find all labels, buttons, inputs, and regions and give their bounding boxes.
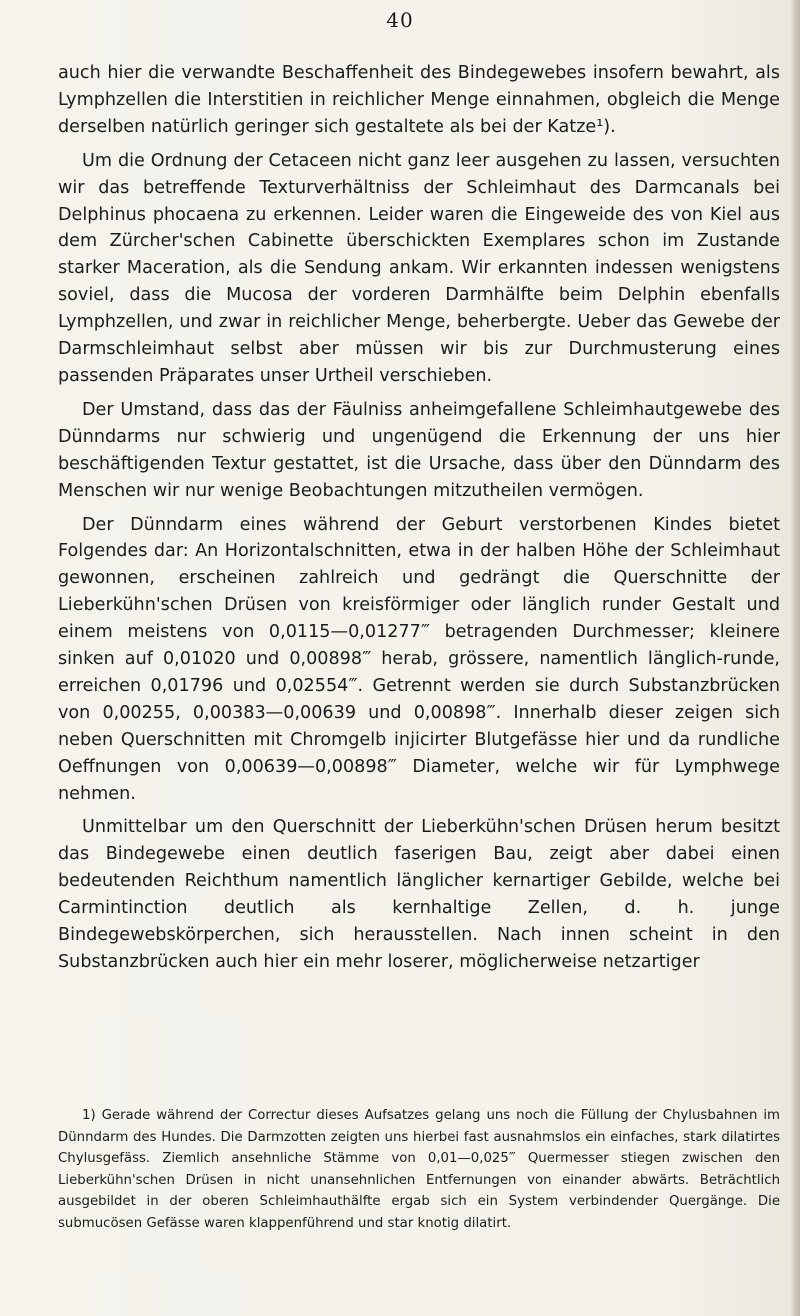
- paragraph-continuation: auch hier die verwandte Beschaffenheit des Bindegewebes insofern bewahrt, als Lymphzellen die Interstitien in reichlicher Menge einnahmen, obgleich die Menge derselben natürlich geringer sich gestaltete als bei der Katze¹).: [58, 63, 780, 137]
- footnotes: [58, 1105, 780, 1235]
- paragraph-cetaceen: Um die Ordnung der Cetaceen nicht ganz leer ausgehen zu lassen, versuchten wir das betreffende Texturverhältniss der Schleimhaut des Darmcanals bei Delphinus phocaena zu erkennen. Leider waren die Eingeweide des von Kiel aus dem Zürcher'schen Cabinette überschickten Exemplares schon im Zustande starker Maceration, als die Sendung ankam. Wir erkannten indessen wenigstens soviel, dass die Mucosa der vorderen Darmhälfte beim Delphin ebenfalls Lymphzellen, und zwar in reichlicher Menge, beherbergte. Ueber das Gewebe der Darmschleimhaut selbst aber müssen wir bis zur Durchmusterung eines passenden Präparates unser Urtheil verschieben.: [58, 150, 780, 386]
- paragraph-umstand: Der Umstand, dass das der Fäulniss anheimgefallene Schleimhautgewebe des Dünndarms nur schwierig und ungenügend die Erkennung der uns hier beschäftigenden Textur gestattet, ist die Ursache, dass über den Dünndarm des Menschen wir nur wenige Beobachtungen mitzutheilen vermögen.: [58, 399, 780, 501]
- page-number: 40: [386, 8, 414, 32]
- paragraph-bindegewebe: Unmittelbar um den Querschnitt der Lieberkühn'schen Drüsen herum besitzt das Bindegewebe einen deutlich faserigen Bau, zeigt aber dabei einen bedeutenden Reichthum namentlich länglicher kernartiger Gebilde, welche bei Carmintinction deutlich als kernhaltige Zellen, d. h. junge Bindegewebskörperchen, sich herausstellen. Nach innen scheint in den Substanzbrücken auch hier ein mehr loserer, möglicherweise netzartiger: [58, 817, 780, 972]
- body-text: [58, 60, 780, 976]
- page-edge-shadow: [790, 0, 800, 1316]
- paragraph-duenndarm-kind: Der Dünndarm eines während der Geburt verstorbenen Kindes bietet Folgendes dar: An Horizontalschnitten, etwa in der halben Höhe der Schleimhaut gewonnen, erscheinen zahlreich und gedrängt die Querschnitte der Lieberkühn'schen Drüsen von kreisförmiger oder länglich runder Gestalt und einem meistens von 0,0115—0,01277‴ betragenden Durchmesser; kleinere sinken auf 0,01020 und 0,00898‴ herab, grössere, namentlich länglich-runde, erreichen 0,01796 und 0,02554‴. Getrennt werden sie durch Substanzbrücken von 0,00255, 0,00383—0,00639 und 0,00898‴. Innerhalb dieser zeigen sich neben Querschnitten mit Chromgelb injicirter Blutgefässe hier und da rundliche Oeffnungen von 0,00639—0,00898‴ Diameter, welche wir für Lymphwege nehmen.: [58, 514, 780, 804]
- footnote-1: 1) Gerade während der Correctur dieses Aufsatzes gelang uns noch die Füllung der Chylusbahnen im Dünndarm des Hundes. Die Darmzotten zeigten uns hierbei fast ausnahmslos ein einfaches, stark dilatirtes Chylusgefäss. Ziemlich ansehnliche Stämme von 0,01—0,025‴ Quermesser stiegen zwischen den Lieberkühn'schen Drüsen in nicht unansehnlichen Entfernungen von einander abwärts. Beträchtlich ausgebildet in der oberen Schleimhauthälfte ergab sich ein System verbindender Quergänge. Die submucösen Gefässe waren klappenführend und star knotig dilatirt.: [58, 1108, 780, 1231]
